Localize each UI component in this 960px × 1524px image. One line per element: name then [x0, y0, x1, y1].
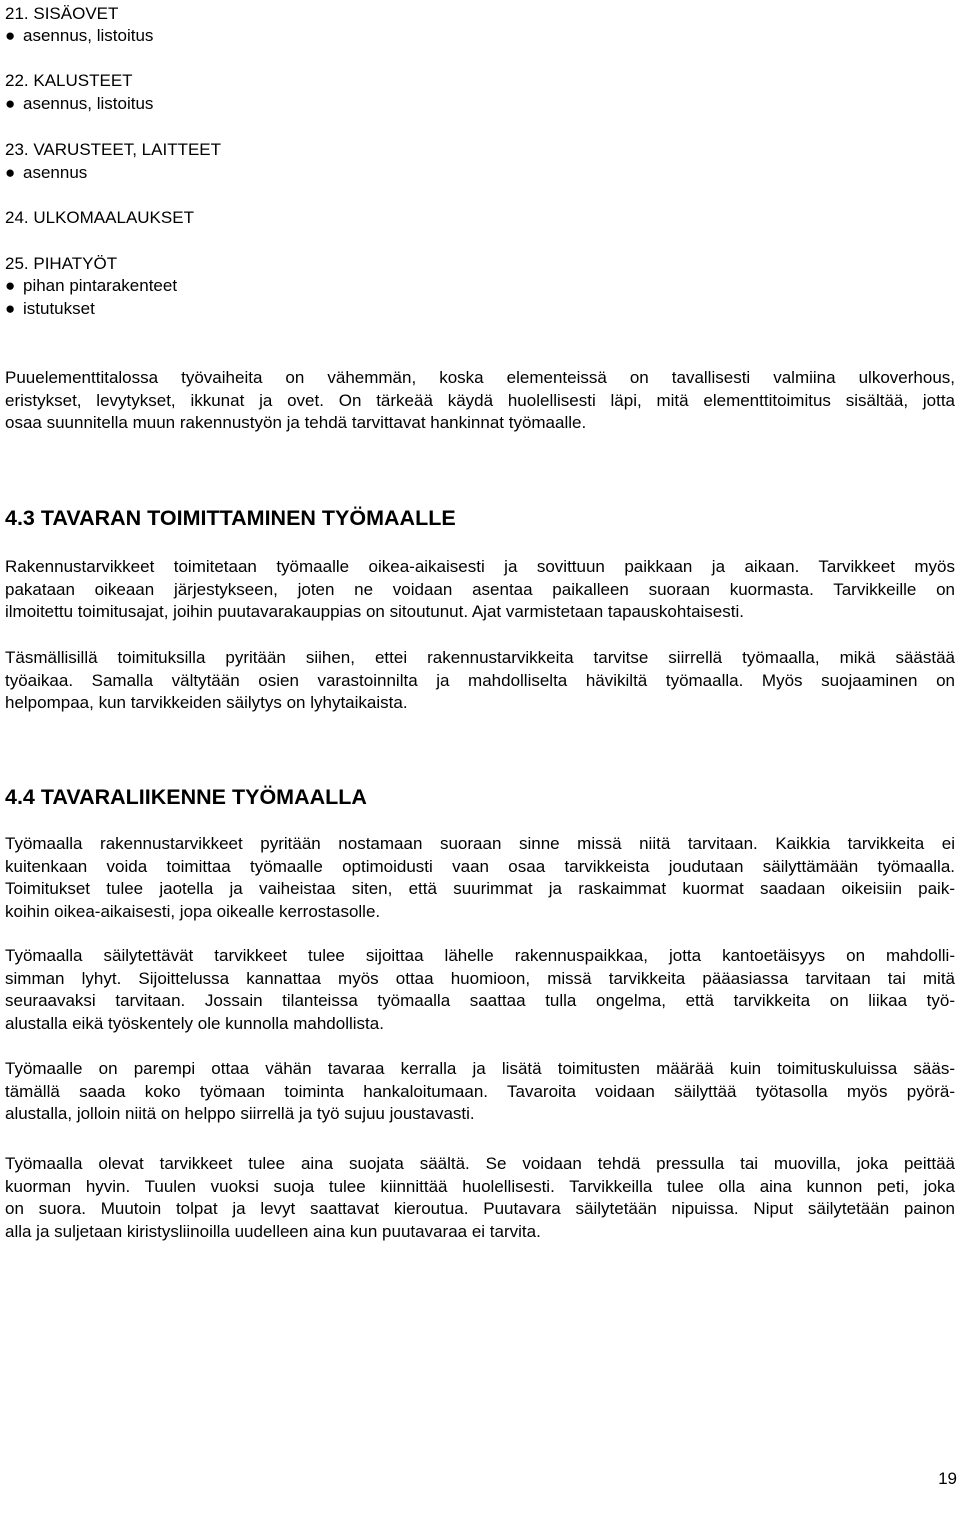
section-heading: 4.4 TAVARALIIKENNE TYÖMAALLA — [5, 785, 367, 809]
paragraph — [5, 945, 955, 1035]
bullet-icon: ● — [5, 94, 16, 113]
text-line: pakataan oikeaan järjestykseen, joten ne voidaan asentaa paikalleen suoraan kuormasta. Tarvikkeille on — [5, 579, 955, 599]
paragraph — [5, 647, 955, 715]
text-line: Työmaalla olevat tarvikkeet tulee aina suojata säältä. Se voidaan tehdä pressulla tai muovilla, joka peittää — [5, 1154, 955, 1173]
paragraph — [5, 1058, 955, 1126]
bullet-icon: ● — [5, 299, 16, 318]
text-line: kuorman hyvin. Tuulen vuoksi suoja tulee kiinnittää huolellisesti. Tarvikkeilla tulee olla aina kunnon peti, joka — [5, 1176, 955, 1196]
text-line: osaa suunnitella muun rakennustyön ja tehdä tarvittavat hankinnat työmaalle. — [5, 413, 587, 432]
text-line: Rakennustarvikkeet toimitetaan työmaalle oikea-aikaisesti ja sovittuun paikkaan ja aikaan. Tarvikkeet myös — [5, 557, 955, 576]
list-item: ● asennus, listoitus — [5, 26, 154, 45]
paragraph — [5, 833, 955, 923]
text-line: ilmoitettu toimitusajat, joihin puutavarakauppias on sitoutunut. Ajat varmistetaan tapauskohtaisesti. — [5, 602, 744, 621]
bullet-icon: ● — [5, 163, 16, 182]
list-heading: 23. VARUSTEET, LAITTEET — [5, 140, 222, 159]
text-line: on suora. Muutoin tolpat ja levyt saattavat kieroutua. Puutavara säilytetään nipuissa. Niput säilytetään painon — [5, 1199, 955, 1218]
text-line: eristykset, levytykset, ikkunat ja ovet. On tärkeää käydä huolellisesti läpi, mitä elementtitoimitus sisältää, jotta — [5, 390, 955, 410]
list-heading: 21. SISÄOVET — [5, 4, 119, 23]
list-heading: 22. KALUSTEET — [5, 71, 133, 90]
text-line: kuitenkaan voida toimittaa työmaalle optimoidusti vaan osaa tarvikkeista joudutaan säilyttämään työmaalla. — [5, 856, 955, 876]
list-item: ● istutukset — [5, 299, 95, 318]
intro-paragraph — [5, 367, 955, 435]
text-line: Työmaalle on parempi ottaa vähän tavaraa kerralla ja lisätä toimitusten määrää kuin toimituskuluissa sääs- — [5, 1059, 955, 1078]
paragraph — [5, 1153, 955, 1243]
text-line: Toimitukset tulee jaotella ja vaiheistaa siten, että suurimmat ja raskaimmat kuormat saadaan oikeisiin paik- — [5, 879, 955, 898]
text-line: Työmaalla säilytettävät tarvikkeet tulee sijoittaa lähelle rakennuspaikkaa, jotta kantoetäisyys on mahdolli- — [5, 946, 955, 965]
text-line: Työmaalla rakennustarvikkeet pyritään nostamaan suoraan sinne missä niitä tarvitaan. Kaikkia tarvikkeita ei — [5, 834, 955, 853]
list-item: ● asennus, listoitus — [5, 94, 154, 113]
text-line: koihin oikea-aikaisesti, jopa oikealle kerrostasolle. — [5, 901, 381, 921]
list-item: ● asennus — [5, 163, 88, 182]
bullet-icon: ● — [5, 26, 16, 45]
text-line: simman lyhyt. Sijoittelussa kannattaa myös ottaa huomioon, missä tarvikkeita pääasiassa tarvitaan tai mitä — [5, 968, 955, 988]
section-heading: 4.3 TAVARAN TOIMITTAMINEN TYÖMAALLE — [5, 506, 456, 530]
text-line: työaikaa. Samalla vältytään osien varastoinnilta ja mahdolliselta hävikiltä työmaalla. Myös suojaaminen on — [5, 670, 955, 690]
text-line: seuraavaksi tarvitaan. Jossain tilanteissa työmaalla saattaa tulla ongelma, että tarvikkeita on liikaa työ- — [5, 991, 955, 1010]
text-line: alustalla, jolloin niitä on helppo siirrellä ja työ sujuu joustavasti. — [5, 1104, 475, 1123]
list-heading: 25. PIHATYÖT — [5, 254, 118, 273]
list-heading: 24. ULKOMAALAUKSET — [5, 208, 194, 227]
text-line: tämällä saada koko työmaan toiminta hankaloitumaan. Tavaroita voidaan säilyttää työtasolla myös pyörä- — [5, 1081, 955, 1101]
paragraph — [5, 556, 955, 624]
page-number: 19 — [938, 1469, 957, 1488]
bullet-icon: ● — [5, 276, 16, 295]
text-line: alla ja suljetaan kiristysliinoilla uudelleen aina kun puutavaraa ei tarvita. — [5, 1221, 541, 1241]
list-item: ● pihan pintarakenteet — [5, 276, 178, 295]
text-line: Puuelementtitalossa työvaiheita on vähemmän, koska elementeissä on tavallisesti valmiina ulkoverhous, — [5, 368, 955, 387]
text-line: alustalla eikä työskentely ole kunnolla mahdollista. — [5, 1013, 384, 1033]
text-line: helpompaa, kun tarvikkeiden säilytys on lyhytaikaista. — [5, 693, 408, 712]
text-line: Täsmällisillä toimituksilla pyritään siihen, ettei rakennustarvikkeita tarvitse siirrellä työmaalla, mikä säästää — [5, 648, 955, 667]
